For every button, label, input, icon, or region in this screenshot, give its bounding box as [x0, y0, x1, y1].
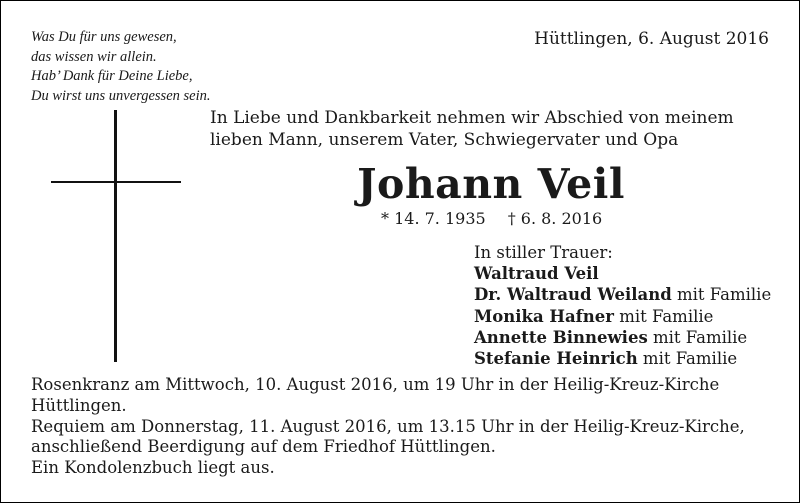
- mourner-name: Waltraud Veil: [474, 264, 599, 284]
- mourner-name: Stefanie Heinrich: [474, 349, 638, 369]
- poem: [31, 28, 211, 106]
- service-line: anschließend Beerdigung auf dem Friedhof Hüttlingen.: [31, 437, 496, 457]
- mourner-name: Annette Binnewies: [474, 327, 648, 347]
- mourner-suffix: mit Familie: [671, 285, 772, 305]
- place-date: Hüttlingen, 6. August 2016: [534, 29, 769, 49]
- service-line: Hüttlingen.: [31, 395, 127, 415]
- cross-icon: [51, 110, 181, 362]
- mourner-entry: [474, 284, 771, 305]
- poem-line: Du wirst uns unvergessen sein.: [31, 87, 211, 104]
- mourner-suffix: mit Familie: [613, 306, 714, 326]
- mourner-suffix: mit Familie: [647, 327, 748, 347]
- mourners-block: [474, 242, 771, 369]
- intro-line: lieben Mann, unserem Vater, Schwiegervater und Opa: [210, 130, 679, 150]
- deceased-name: Johann Veil: [357, 160, 625, 208]
- birth-date: * 14. 7. 1935: [381, 209, 486, 228]
- life-dates: [381, 209, 602, 228]
- mourner-entry: [474, 327, 771, 348]
- intro-line: In Liebe und Dankbarkeit nehmen wir Abschied von meinem: [210, 108, 734, 128]
- mourner-entry: [474, 263, 771, 284]
- service-details: [31, 375, 776, 479]
- mourner-suffix: mit Familie: [637, 349, 738, 369]
- poem-line: das wissen wir allein.: [31, 48, 157, 65]
- mourner-entry: [474, 306, 771, 327]
- cross-horizontal-bar: [51, 181, 181, 183]
- poem-line: Was Du für uns gewesen,: [31, 29, 177, 45]
- mourner-name: Monika Hafner: [474, 306, 614, 326]
- cross-vertical-bar: [114, 110, 117, 362]
- service-line: Ein Kondolenzbuch liegt aus.: [31, 458, 275, 478]
- service-line: Requiem am Donnerstag, 11. August 2016, um 13.15 Uhr in der Heilig-Kreuz-Kirche,: [31, 416, 745, 436]
- mourner-entry: [474, 348, 771, 369]
- death-date: † 6. 8. 2016: [507, 209, 603, 228]
- mourners-heading: In stiller Trauer:: [474, 243, 613, 262]
- mourner-name: Dr. Waltraud Weiland: [474, 285, 672, 305]
- poem-line: Hab’ Dank für Deine Liebe,: [31, 68, 193, 84]
- service-line: Rosenkranz am Mittwoch, 10. August 2016, um 19 Uhr in der Heilig-Kreuz-Kirche: [31, 375, 720, 394]
- intro-text: [210, 107, 772, 151]
